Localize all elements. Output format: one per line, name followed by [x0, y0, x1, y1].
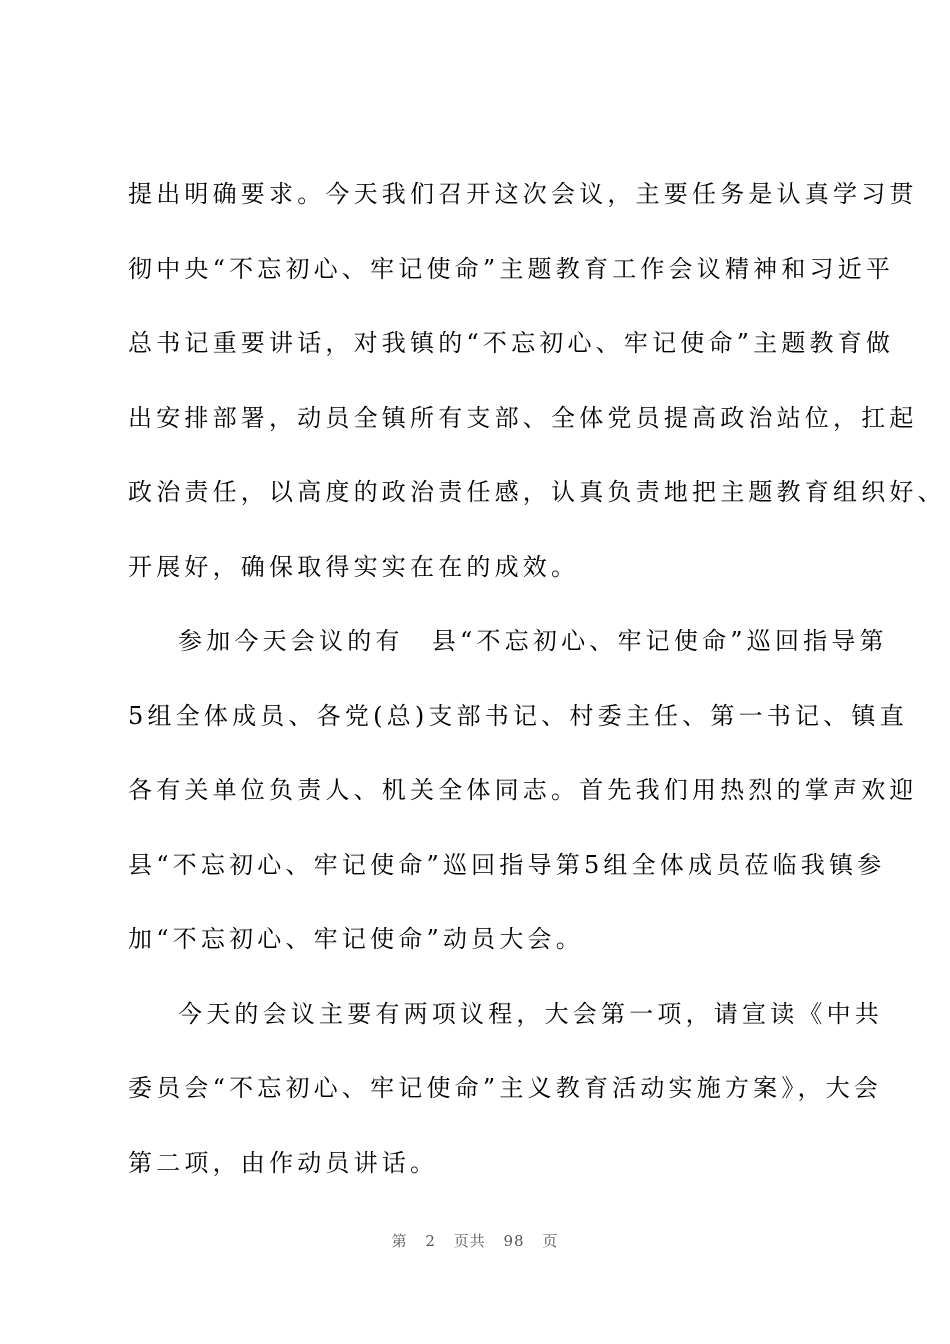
paragraph-start-line: 参加今天会议的有 县“不忘初心、牢记使命”巡回指导第 — [178, 627, 888, 655]
footer-prefix: 第 — [391, 1232, 408, 1250]
text-line: 出安排部署，动员全镇所有支部、全体党员提高政治站位，扛起 — [128, 403, 918, 432]
text-line: 政治责任，以高度的政治责任感，认真负责地把主题教育组织好、 — [128, 478, 946, 506]
text-line: 第二项，由作动员讲话。 — [128, 1148, 439, 1177]
text-line: 提出明确要求。今天我们召开这次会议，主要任务是认真学习贯 — [128, 180, 918, 208]
page-number-footer — [0, 1230, 950, 1251]
footer-page-number: 2 — [425, 1232, 436, 1250]
text-line: 总书记重要讲话，对我镇的“不忘初心、牢记使命”主题教育做 — [128, 329, 895, 357]
document-body — [128, 172, 946, 1215]
text-line: 开展好，确保取得实实在在的成效。 — [128, 552, 580, 581]
text-line: 彻中央“不忘初心、牢记使命”主题教育工作会议精神和习近平 — [128, 254, 895, 283]
footer-total-pages: 98 — [503, 1232, 525, 1250]
text-line: 加“不忘初心、牢记使命”动员大会。 — [128, 925, 584, 953]
text-line: 5组全体成员、各党(总)支部书记、村委主任、第一书记、镇直 — [128, 701, 908, 730]
text-line: 县“不忘初心、牢记使命”巡回指导第5组全体成员莅临我镇参 — [128, 850, 886, 879]
paragraph-start-line: 今天的会议主要有两项议程，大会第一项，请宣读《中共 — [178, 999, 883, 1028]
text-line: 各有关单位负责人、机关全体同志。首先我们用热烈的掌声欢迎 — [128, 776, 918, 804]
text-line: 委员会“不忘初心、牢记使命”主义教育活动实施方案》，大会 — [128, 1074, 883, 1102]
footer-middle: 页共 — [453, 1232, 486, 1250]
footer-suffix: 页 — [542, 1232, 559, 1250]
